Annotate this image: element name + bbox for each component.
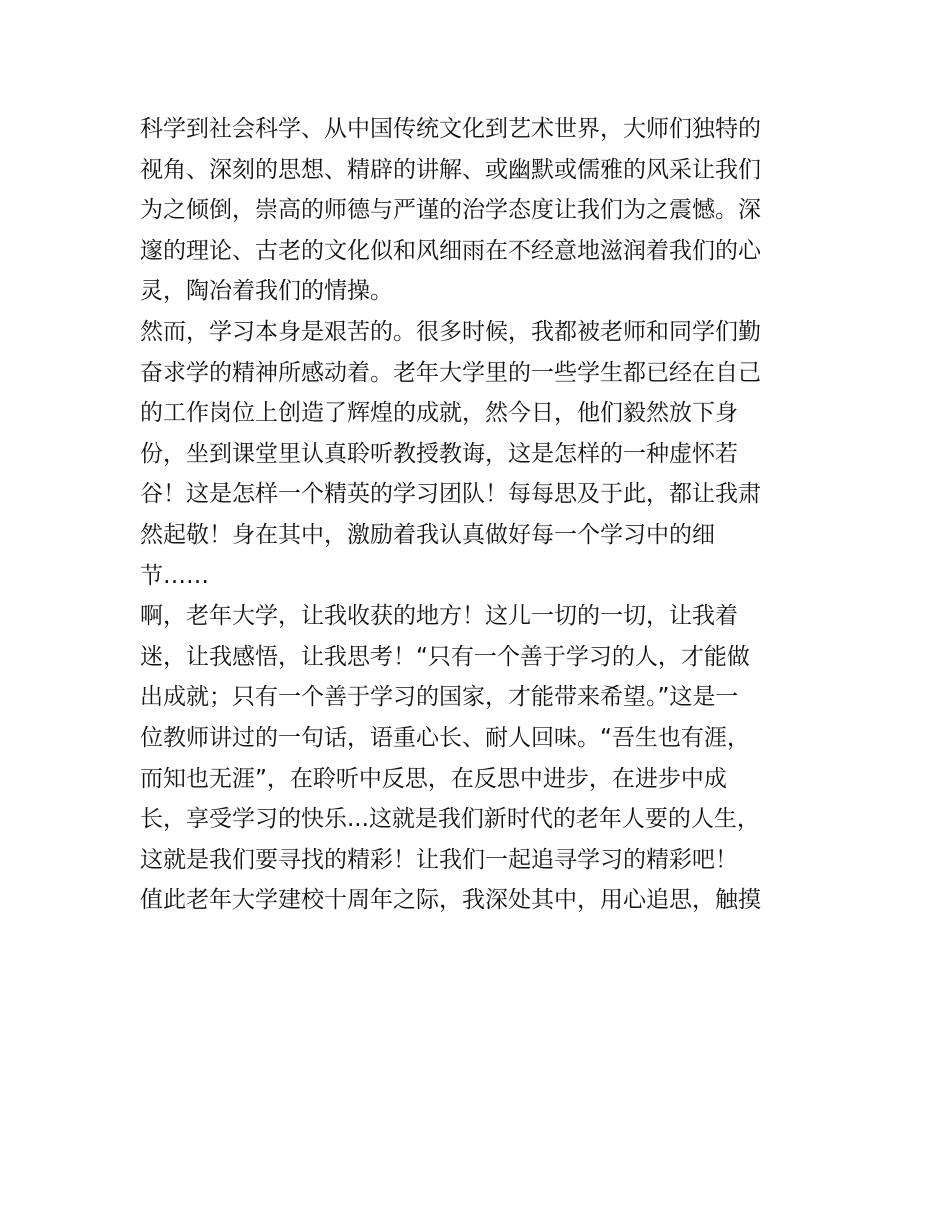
text-line: 啊，老年大学，让我收获的地方！这儿一切的一切，让我着 — [140, 603, 738, 630]
text-line: 灵，陶冶着我们的情操。 — [140, 278, 393, 305]
body-text — [140, 109, 820, 921]
text-line: 出成就；只有一个善于学习的国家，才能带来希望。”这是一 — [140, 684, 739, 711]
text-line: 邃的理论、古老的文化似和风细雨在不经意地滋润着我们的心 — [140, 237, 761, 264]
text-line: 而知也无涯”，在聆听中反思，在反思中进步，在进步中成 — [140, 765, 727, 792]
text-line: 奋求学的精神所感动着。老年大学里的一些学生都已经在自己 — [140, 359, 761, 386]
text-line: 然而，学习本身是艰苦的。很多时候，我都被老师和同学们勤 — [140, 318, 761, 345]
text-line: 节…… — [140, 562, 209, 589]
text-line: 视角、深刻的思想、精辟的讲解、或幽默或儒雅的风采让我们 — [140, 156, 761, 183]
text-line: 份，坐到课堂里认真聆听教授教诲，这是怎样的一种虚怀若 — [140, 440, 738, 467]
text-line: 长，享受学习的快乐...这就是我们新时代的老年人要的人生， — [140, 806, 760, 833]
text-line: 为之倾倒，崇高的师德与严谨的治学态度让我们为之震憾。深 — [140, 197, 761, 224]
text-line: 谷！这是怎样一个精英的学习团队！每每思及于此，都让我肃 — [140, 481, 761, 508]
text-line: 值此老年大学建校十周年之际，我深处其中，用心追思，触摸 — [140, 887, 761, 914]
text-line: 的工作岗位上创造了辉煌的成就，然今日，他们毅然放下身 — [140, 400, 738, 427]
text-line: 科学到社会科学、从中国传统文化到艺术世界，大师们独特的 — [140, 116, 761, 142]
text-line: 位教师讲过的一句话，语重心长、耐人回味。“吾生也有涯， — [140, 724, 750, 751]
text-line: 这就是我们要寻找的精彩！让我们一起追寻学习的精彩吧！ — [140, 846, 738, 873]
text-line: 然起敬！身在其中，激励着我认真做好每一个学习中的细 — [140, 521, 715, 548]
text-line: 迷，让我感悟，让我思考！“只有一个善于学习的人，才能做 — [140, 643, 750, 670]
